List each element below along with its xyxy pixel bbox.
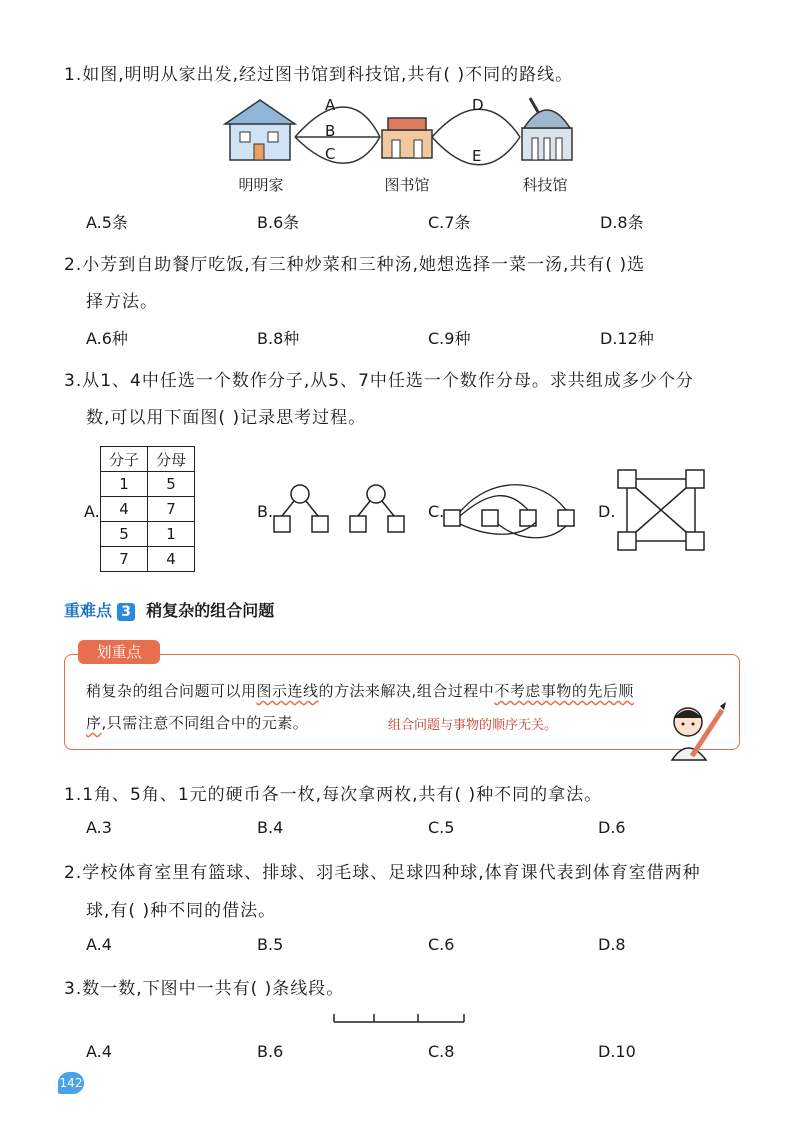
problem-1-text: 1.如图,明明从家出发,经过图书馆到科技馆,共有( )不同的路线。: [64, 65, 574, 85]
p6-option-b[interactable]: B.6: [257, 1042, 284, 1061]
library-icon: [382, 118, 432, 158]
table-cell: 1: [101, 472, 148, 497]
section-number: 3: [117, 603, 135, 621]
place-label-home: 明明家: [238, 176, 284, 194]
p3-option-c[interactable]: C.: [428, 502, 445, 521]
problem-5-line1: 2.学校体育室里有篮球、排球、羽毛球、足球四种球,体育课代表到体育室借两种: [64, 863, 701, 883]
keypoint-line1: [86, 680, 634, 701]
p5-option-c[interactable]: C.6: [428, 935, 455, 954]
p1-option-c[interactable]: C.7条: [428, 213, 471, 232]
cross-diagram: [614, 466, 708, 556]
keypoint-text: 的方法来解决,组合过程中: [318, 682, 495, 700]
p6-option-c[interactable]: C.8: [428, 1042, 455, 1061]
section-title: 稍复杂的组合问题: [146, 601, 275, 620]
arc-diagram: [440, 476, 580, 540]
keypoint-emphasis: 不考虑事物的先后顺: [494, 682, 634, 700]
keypoint-text: ,只需注意不同组合中的元素。: [101, 714, 309, 732]
p2-option-d[interactable]: D.12种: [600, 329, 654, 348]
page-number: 142: [58, 1072, 84, 1094]
table-cell: 5: [101, 522, 148, 547]
p1-option-a[interactable]: A.5条: [86, 213, 128, 232]
keypoint-note: 组合问题与事物的顺序无关。: [388, 718, 558, 733]
problem-6-text: 3.数一数,下图中一共有( )条线段。: [64, 979, 345, 999]
p5-option-b[interactable]: B.5: [257, 935, 284, 954]
route-label-a: A: [325, 96, 336, 114]
keypoint-text: 稍复杂的组合问题可以用: [86, 682, 257, 700]
problem-3-line1: 3.从1、4中任选一个数作分子,从5、7中任选一个数作分母。求共组成多少个分: [64, 371, 694, 391]
place-label-library: 图书馆: [384, 176, 430, 194]
p1-option-b[interactable]: B.6条: [257, 213, 300, 232]
line-segment-figure: [330, 1008, 470, 1028]
p2-option-c[interactable]: C.9种: [428, 329, 471, 348]
house-icon: [225, 100, 295, 160]
problem-3-line2: 数,可以用下面图( )记录思考过程。: [86, 408, 367, 428]
p3-option-d[interactable]: D.: [598, 502, 616, 521]
p4-option-b[interactable]: B.4: [257, 818, 284, 837]
p4-option-d[interactable]: D.6: [598, 818, 626, 837]
problem-5-line2: 球,有( )种不同的借法。: [86, 901, 277, 921]
problem-2-line1: 2.小芳到自助餐厅吃饭,有三种炒菜和三种汤,她想选择一菜一汤,共有( )选: [64, 255, 646, 275]
table-header: 分母: [148, 447, 195, 472]
p5-option-a[interactable]: A.4: [86, 935, 112, 954]
section-header: [64, 598, 274, 621]
route-label-e: E: [472, 147, 482, 165]
keypoint-tab: 划重点: [78, 640, 160, 664]
place-label-museum: 科技馆: [522, 176, 568, 194]
tree-diagram: [268, 482, 418, 540]
route-diagram: [220, 92, 590, 172]
table-cell: 1: [148, 522, 195, 547]
boy-with-pencil-icon: [662, 700, 728, 762]
section-label: 重难点: [64, 601, 113, 620]
p3-option-b[interactable]: B.: [257, 502, 274, 521]
keypoint-emphasis: 序: [86, 714, 102, 732]
keypoint-emphasis: 图示连线: [256, 682, 319, 700]
problem-4-text: 1.1角、5角、1元的硬币各一枚,每次拿两枚,共有( )种不同的拿法。: [64, 785, 603, 805]
p4-option-a[interactable]: A.3: [86, 818, 112, 837]
table-header: 分子: [101, 447, 148, 472]
p2-option-a[interactable]: A.6种: [86, 329, 128, 348]
observatory-icon: [522, 98, 572, 160]
keypoint-box: [64, 654, 740, 750]
route-label-c: C: [325, 145, 336, 163]
fraction-table: [100, 446, 195, 572]
problem-2-line2: 择方法。: [86, 292, 158, 312]
table-cell: 7: [101, 547, 148, 572]
p4-option-c[interactable]: C.5: [428, 818, 455, 837]
table-cell: 4: [148, 547, 195, 572]
table-cell: 7: [148, 497, 195, 522]
route-label-d: D: [472, 96, 484, 114]
table-cell: 5: [148, 472, 195, 497]
p1-option-d[interactable]: D.8条: [600, 213, 644, 232]
table-cell: 4: [101, 497, 148, 522]
route-label-b: B: [325, 122, 336, 140]
p3-option-a[interactable]: A.: [84, 502, 100, 521]
p2-option-b[interactable]: B.8种: [257, 329, 300, 348]
p5-option-d[interactable]: D.8: [598, 935, 626, 954]
p6-option-a[interactable]: A.4: [86, 1042, 112, 1061]
keypoint-line2: [86, 712, 308, 733]
p6-option-d[interactable]: D.10: [598, 1042, 636, 1061]
